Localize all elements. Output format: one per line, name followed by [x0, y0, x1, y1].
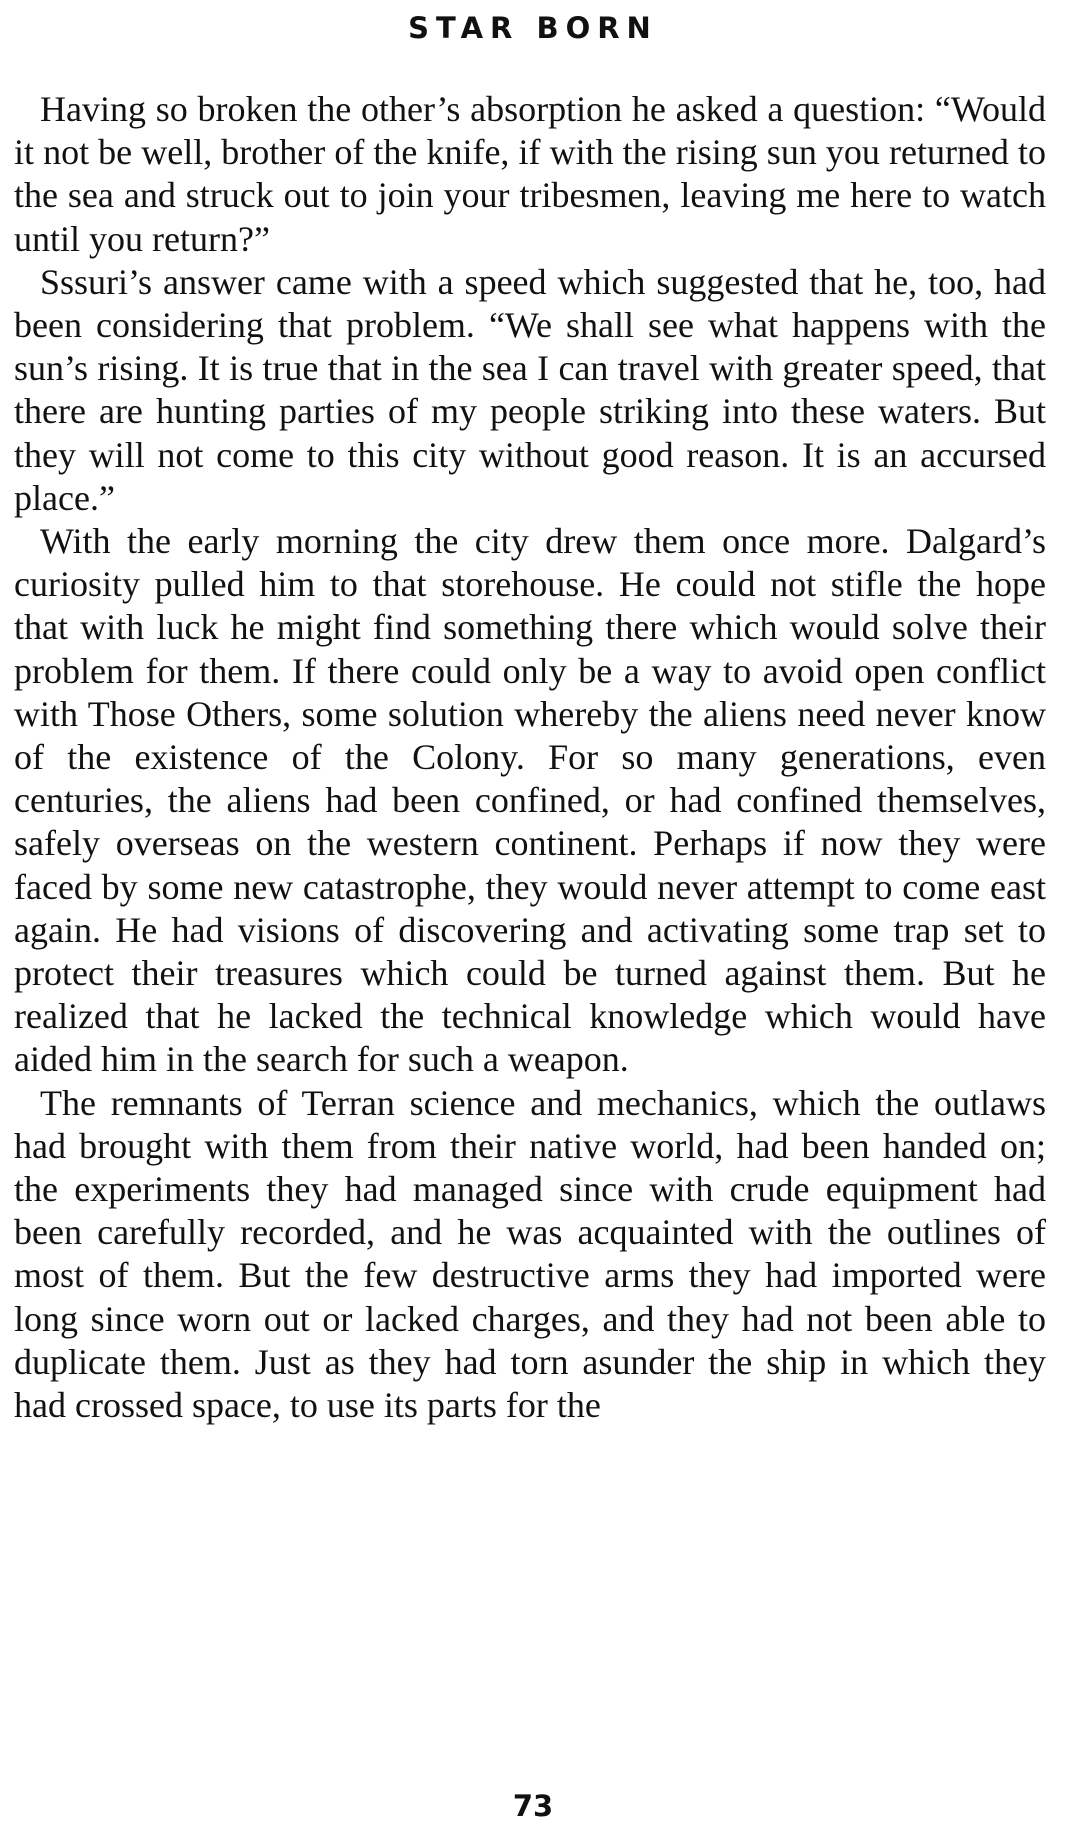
body-text	[14, 88, 1046, 1427]
page-number: 73	[512, 1789, 554, 1823]
paragraph: The remnants of Terran science and mechanics, which the outlaws had brought with them from their native world, had been handed on; the experiments they had managed since with crude equipment had been carefully recorded, and he was acquainted with the outlines of most of them. But the few destructive arms they had imported were long since worn out or lacked charges, and they had not been able to duplicate them. Just as they had torn asunder the ship in which they had crossed space, to use its parts for the	[14, 1082, 1046, 1426]
running-title: STAR BORN	[408, 11, 658, 45]
paragraph: Sssuri’s answer came with a speed which suggested that he, too, had been considering that problem. “We shall see what happens with the sun’s rising. It is true that in the sea I can travel with greater speed, that there are hunting parties of my people striking into these waters. But they will not come to this city without good reason. It is an accursed place.”	[14, 261, 1046, 518]
paragraph: With the early morning the city drew them once more. Dalgard’s curiosity pulled him to that storehouse. He could not stifle the hope that with luck he might find something there which would solve their problem for them. If there could only be a way to avoid open conflict with Those Others, some solution whereby the aliens need never know of the existence of the Colony. For so many generations, even centuries, the aliens had been confined, or had confined themselves, safely overseas on the western continent. Perhaps if now they were faced by some new catastrophe, they would never attempt to come east again. He had visions of discovering and activating some trap set to protect their treasures which could be turned against them. But he realized that he lacked the technical knowledge which would have aided him in the search for such a weapon.	[14, 521, 1046, 1080]
paragraph: Having so broken the other’s absorption he asked a question: “Would it not be well, brother of the knife, if with the rising sun you returned to the sea and struck out to join your tribesmen, leaving me here to watch until you return?”	[14, 89, 1046, 259]
